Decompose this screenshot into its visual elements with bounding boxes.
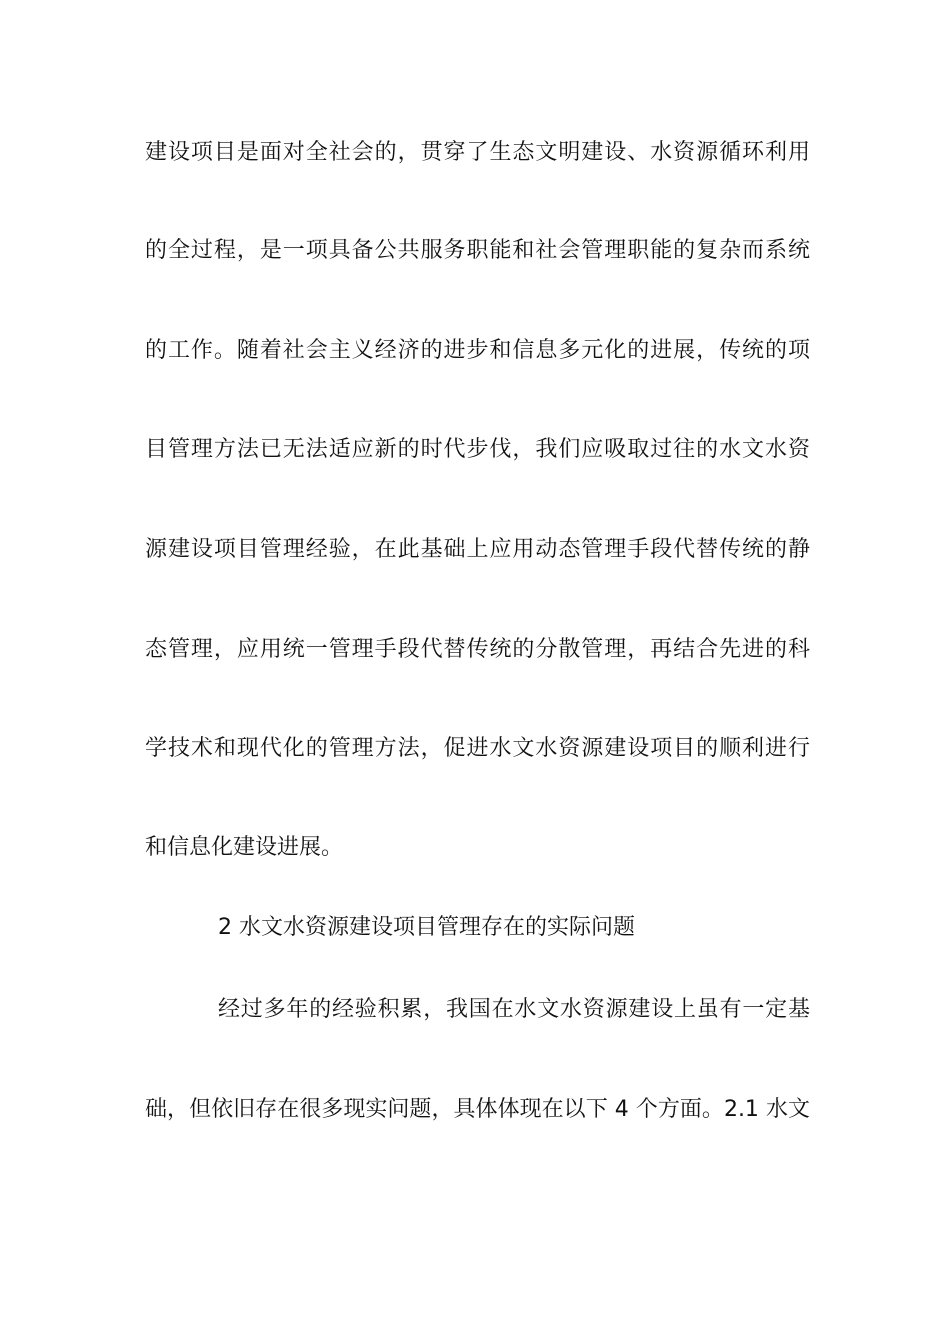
paragraph-line: 源建设项目管理经验，在此基础上应用动态管理手段代替传统的静: [145, 537, 810, 562]
paragraph-line: 目管理方法已无法适应新的时代步伐，我们应吸取过往的水文水资: [145, 437, 810, 462]
paragraph-line: 建设项目是面对全社会的，贯穿了生态文明建设、水资源循环利用: [145, 140, 810, 165]
paragraph-line: 的工作。随着社会主义经济的进步和信息多元化的进展，传统的项: [145, 338, 810, 363]
paragraph-line: 态管理，应用统一管理手段代替传统的分散管理，再结合先进的科: [145, 637, 810, 662]
paragraph-line: 学技术和现代化的管理方法，促进水文水资源建设项目的顺利进行: [145, 736, 810, 761]
paragraph-line: 和信息化建设进展。: [145, 835, 344, 860]
paragraph-line: 经过多年的经验积累，我国在水文水资源建设上虽有一定基: [218, 997, 810, 1022]
section-heading: 2 水文水资源建设项目管理存在的实际问题: [218, 915, 635, 940]
paragraph-line: 础，但依旧存在很多现实问题，具体体现在以下 4 个方面。2.1 水文: [145, 1097, 810, 1122]
paragraph-line: 的全过程，是一项具备公共服务职能和社会管理职能的复杂而系统: [145, 238, 810, 263]
